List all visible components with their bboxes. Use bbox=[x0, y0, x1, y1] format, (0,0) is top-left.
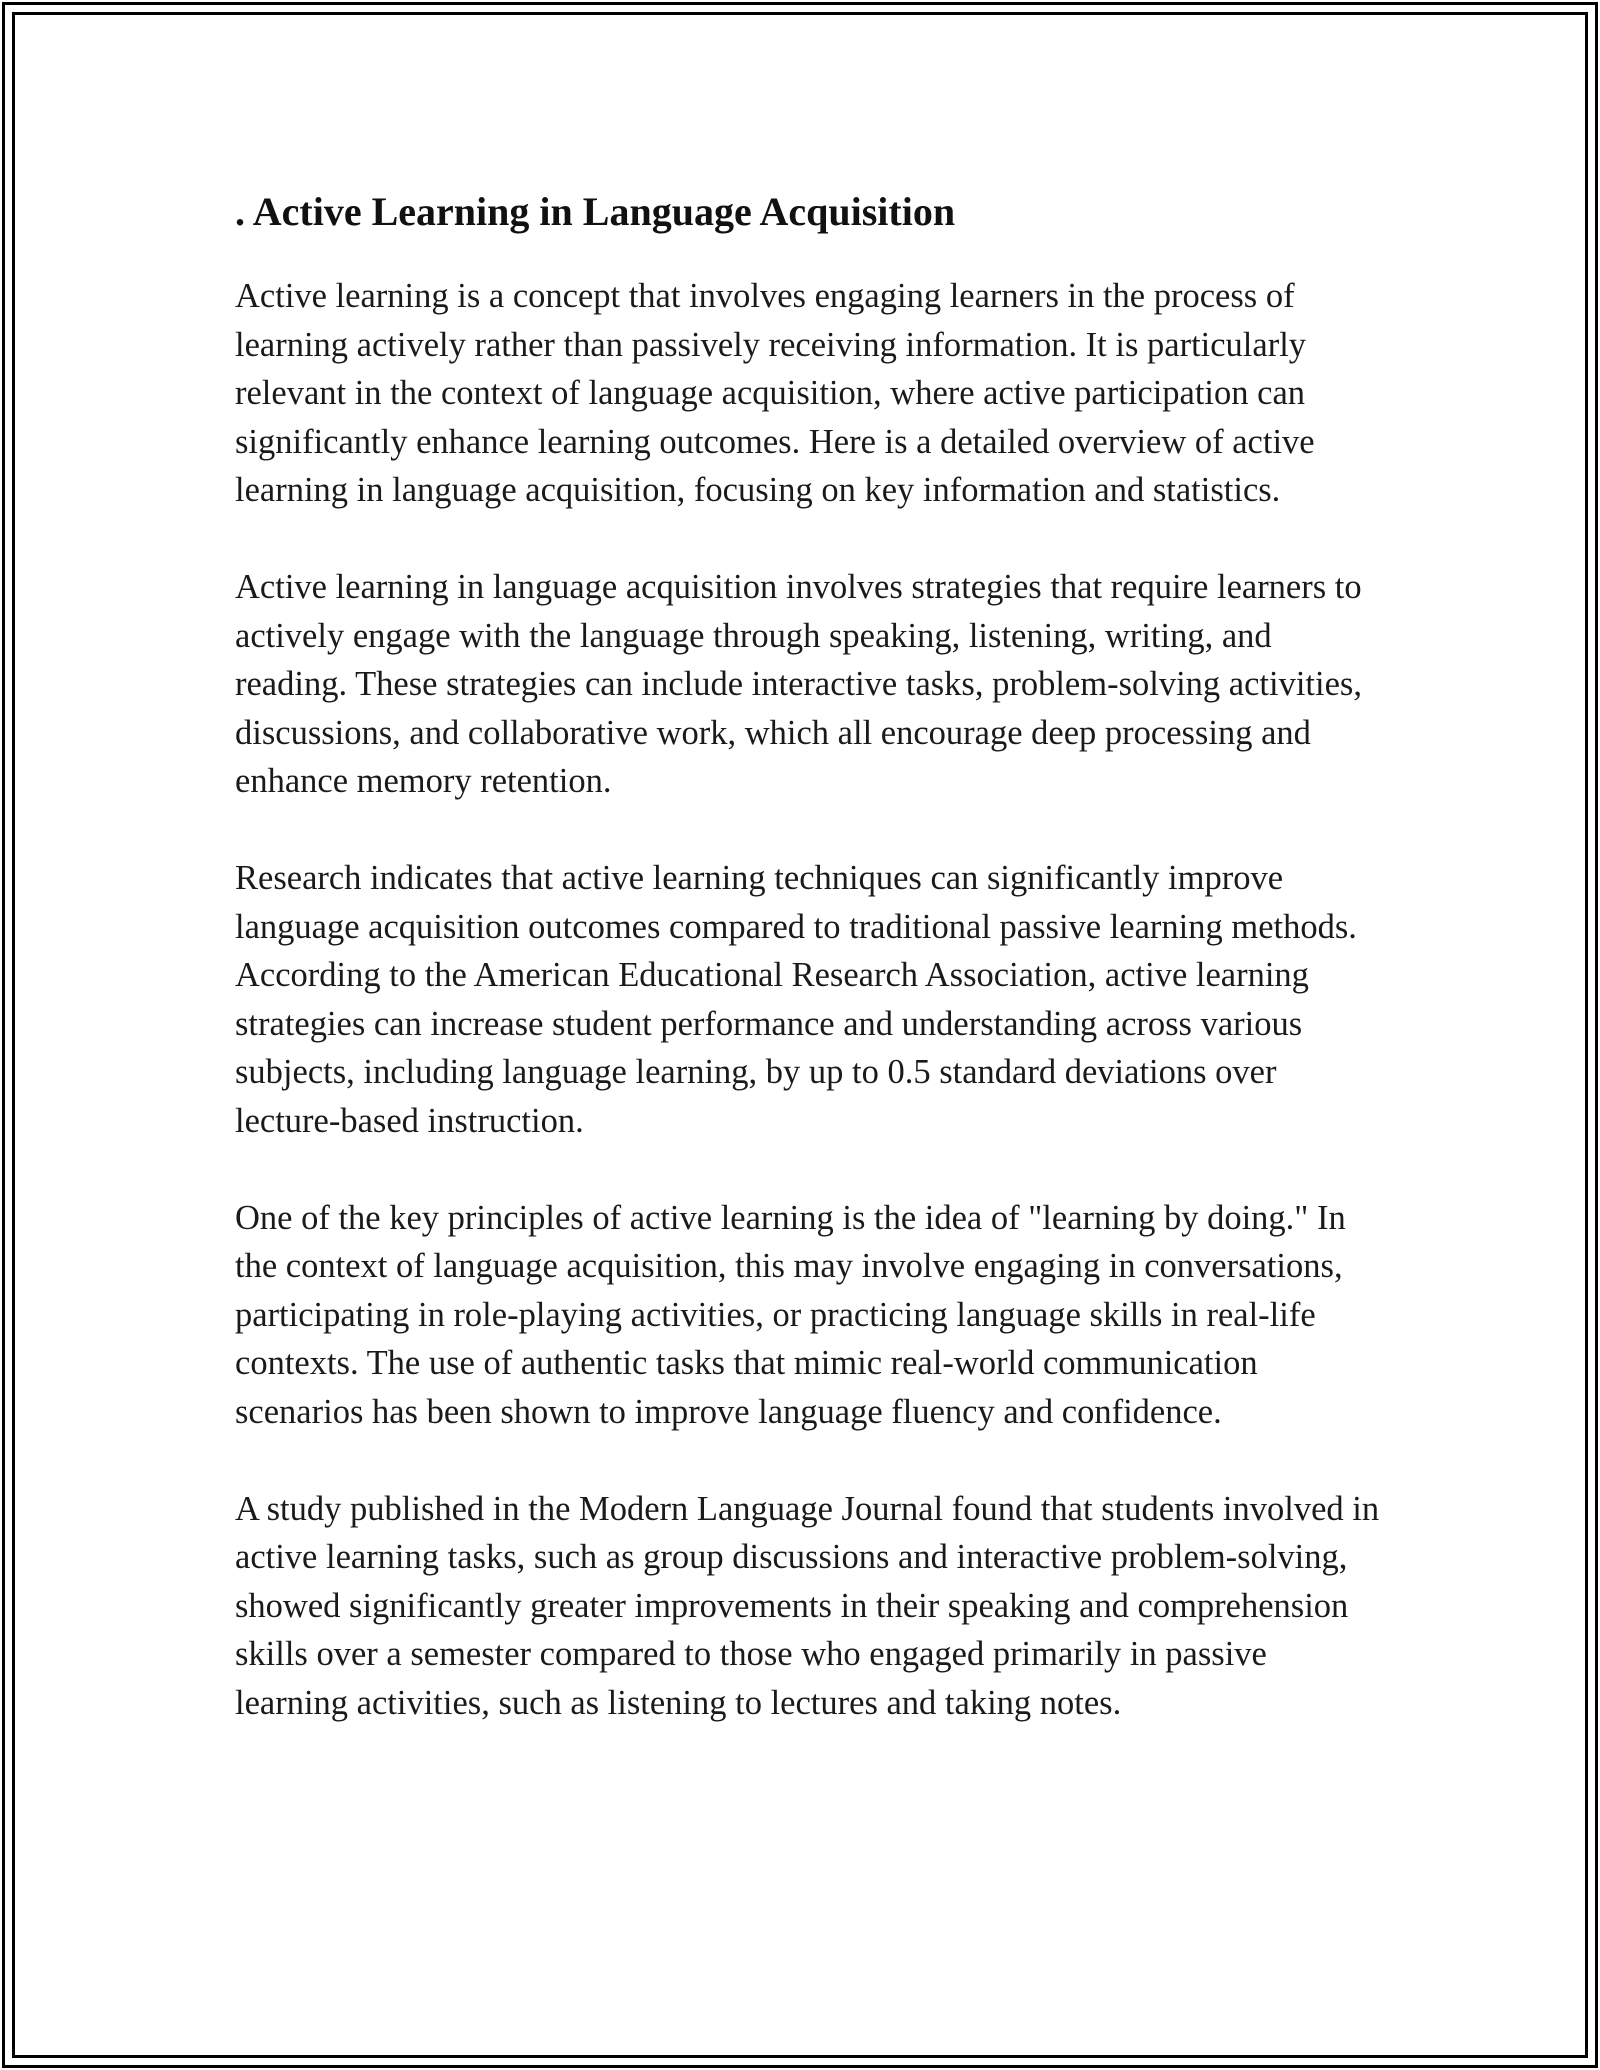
document-body bbox=[235, 186, 1385, 1776]
document-title: . Active Learning in Language Acquisition bbox=[235, 189, 956, 234]
paragraph-5: A study published in the Modern Language Journal found that students involved in active learning tasks, such as group discussions and interactive problem-solving, showed significantly greater improvements in their speaking and comprehension skills over a semester compared to those who engaged primarily in passive learning activities, such as listening to lectures and taking notes. bbox=[235, 1489, 1380, 1722]
paragraph-4: One of the key principles of active learning is the idea of "learning by doing." In the context of language acquisition, this may involve engaging in conversations, participating in role-playing activities, or practicing language skills in real-life contexts. The use of authentic tasks that mimic real-world communication scenarios has been shown to improve language fluency and confidence. bbox=[235, 1198, 1346, 1431]
paragraph-3: Research indicates that active learning techniques can significantly improve language acquisition outcomes compared to traditional passive learning methods. According to the American Educational Research Association, active learning strategies can increase student performance and understanding across various subjects, including language learning, by up to 0.5 standard deviations over lecture-based instruction. bbox=[235, 859, 1357, 1140]
paragraph-1: Active learning is a concept that involves engaging learners in the process of learning actively rather than passively receiving information. It is particularly relevant in the context of language acquisition, where active participation can significantly enhance learning outcomes. Here is a detailed overview of active learning in language acquisition, focusing on key information and statistics. bbox=[235, 277, 1315, 509]
paragraph-2: Active learning in language acquisition involves strategies that require learners to actively engage with the language through speaking, listening, writing, and reading. These strategies can include interactive tasks, problem-solving activities, discussions, and collaborative work, which all encourage deep processing and enhance memory retention. bbox=[235, 568, 1362, 800]
